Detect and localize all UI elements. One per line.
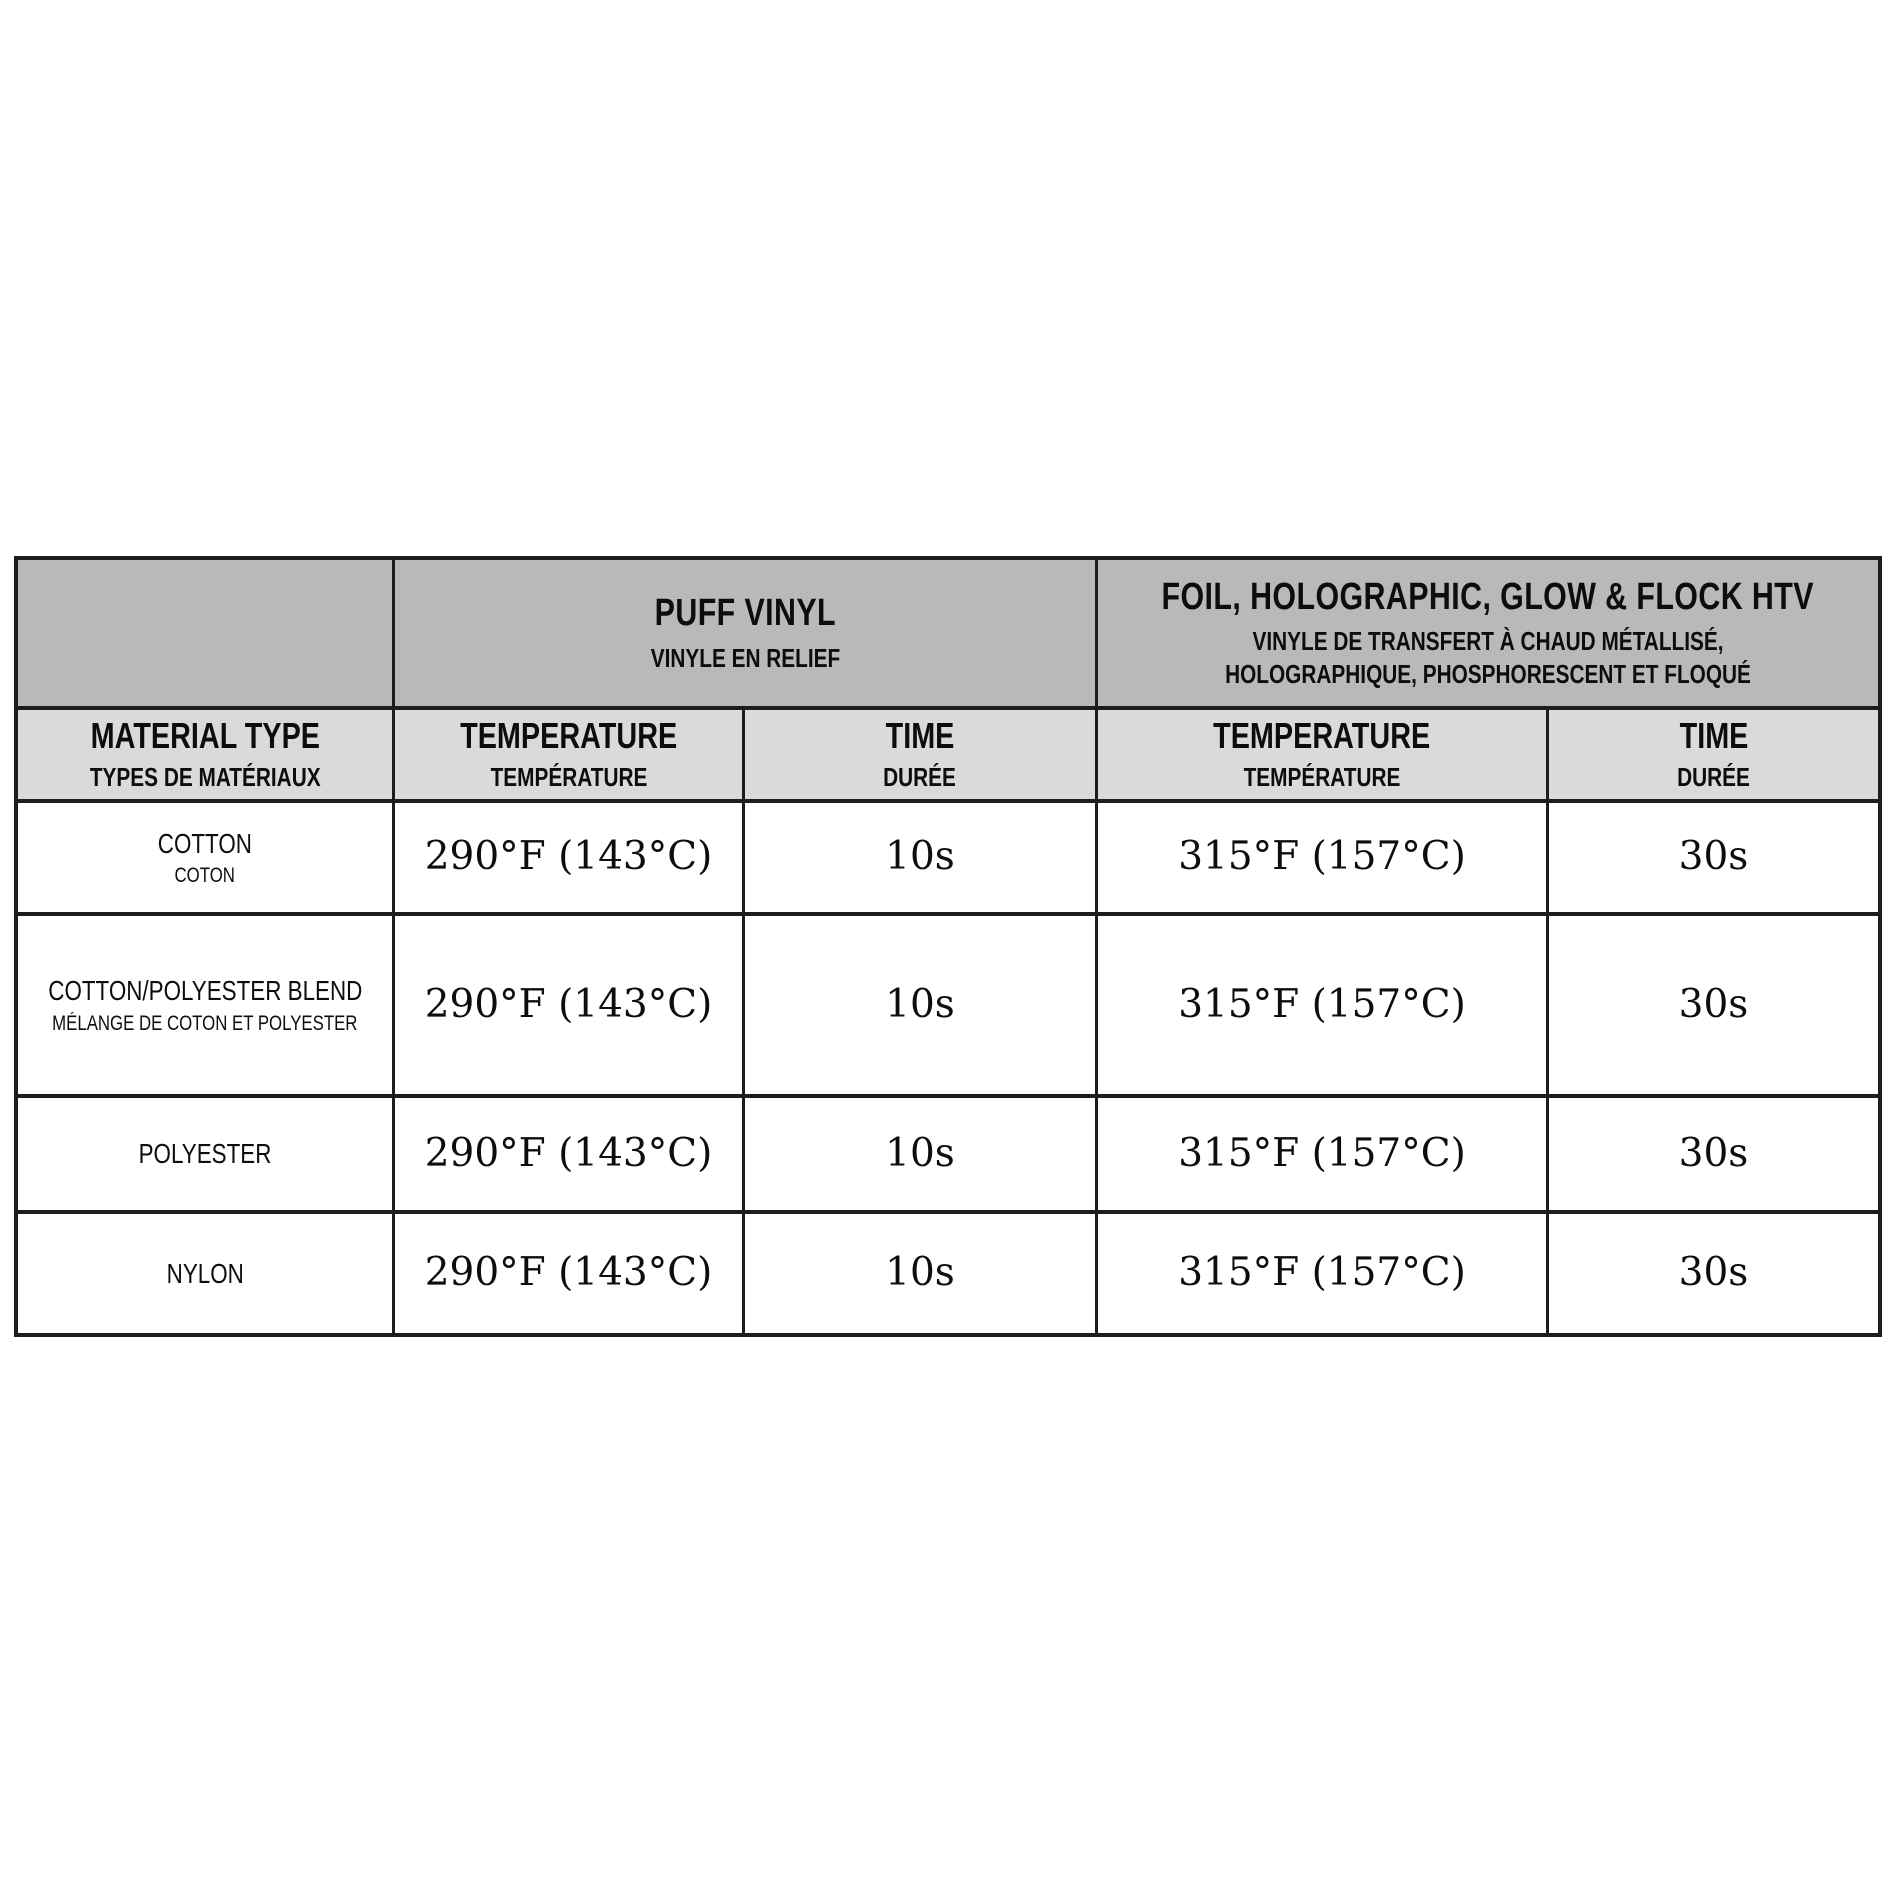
row-polyester-puff-time (745, 1098, 1098, 1214)
foil-temperature-label-en: TEMPERATURE (1213, 714, 1431, 756)
group-header-spacer (18, 560, 395, 710)
row-cotton-polyester-foil-temperature (1098, 916, 1549, 1098)
row-cotton-polyester-material (18, 916, 395, 1098)
time-value: 30s (1678, 834, 1749, 880)
temperature-value: 315°F (157°C) (1178, 1250, 1466, 1296)
puff-vinyl-subtitle-fr: VINYLE EN RELIEF (650, 642, 840, 673)
temperature-value: 290°F (143°C) (424, 981, 713, 1027)
material-type-label-en: MATERIAL TYPE (90, 714, 320, 756)
group-header-foil-holographic (1098, 560, 1878, 710)
row-polyester-puff-temperature (395, 1098, 745, 1214)
htv-settings-table (14, 556, 1882, 1337)
row-cotton-foil-temperature (1098, 803, 1549, 916)
row-nylon-puff-time (745, 1214, 1098, 1333)
row-cotton-material (18, 803, 395, 916)
temperature-value: 290°F (143°C) (424, 1130, 713, 1176)
material-name-en: POLYESTER (138, 1138, 272, 1170)
puff-vinyl-title: PUFF VINYL (654, 591, 836, 634)
material-name-en: COTTON/POLYESTER BLEND (47, 975, 363, 1007)
time-value: 10s (885, 1130, 955, 1176)
material-name-en: NYLON (166, 1257, 244, 1289)
column-header-foil-time (1549, 710, 1878, 803)
time-value: 10s (885, 981, 955, 1027)
row-polyester-material (18, 1098, 395, 1214)
puff-time-label-en: TIME (885, 714, 955, 756)
row-nylon-foil-temperature (1098, 1214, 1549, 1333)
column-header-puff-temperature (395, 710, 745, 803)
row-cotton-puff-time (745, 803, 1098, 916)
row-cotton-polyester-puff-time (745, 916, 1098, 1098)
temperature-value: 315°F (157°C) (1178, 834, 1466, 880)
temperature-value: 290°F (143°C) (424, 1250, 713, 1296)
row-polyester-foil-temperature (1098, 1098, 1549, 1214)
column-header-puff-time (745, 710, 1098, 803)
column-header-foil-temperature (1098, 710, 1549, 803)
temperature-value: 290°F (143°C) (424, 834, 713, 880)
time-value: 10s (885, 1250, 955, 1296)
row-cotton-foil-time (1549, 803, 1878, 916)
material-name-en: COTTON (157, 827, 253, 859)
material-type-label-fr: TYPES DE MATÉRIAUX (89, 762, 321, 793)
foil-time-label-fr: DURÉE (1677, 762, 1750, 793)
row-cotton-polyester-puff-temperature (395, 916, 745, 1098)
row-polyester-foil-time (1549, 1098, 1878, 1214)
time-value: 30s (1678, 1250, 1749, 1296)
foil-time-label-en: TIME (1679, 714, 1748, 756)
temperature-value: 315°F (157°C) (1178, 1130, 1466, 1176)
time-value: 30s (1678, 1130, 1749, 1176)
row-nylon-puff-temperature (395, 1214, 745, 1333)
row-cotton-puff-temperature (395, 803, 745, 916)
time-value: 30s (1678, 981, 1749, 1027)
row-nylon-foil-time (1549, 1214, 1878, 1333)
material-name-fr: COTON (174, 864, 236, 888)
time-value: 10s (885, 834, 955, 880)
puff-temperature-label-en: TEMPERATURE (459, 714, 678, 756)
group-header-puff-vinyl (395, 560, 1098, 710)
temperature-value: 315°F (157°C) (1178, 981, 1466, 1027)
row-cotton-polyester-foil-time (1549, 916, 1878, 1098)
foil-temperature-label-fr: TEMPÉRATURE (1243, 762, 1401, 793)
column-header-material-type (18, 710, 395, 803)
row-nylon-material (18, 1214, 395, 1333)
foil-subtitle-fr: VINYLE DE TRANSFERT À CHAUD MÉTALLISÉ, HOLOGRAPHIQUE, PHOSPHORESCENT ET FLOQUÉ (1225, 626, 1751, 689)
puff-temperature-label-fr: TEMPÉRATURE (490, 762, 647, 793)
material-name-fr: MÉLANGE DE COTON ET POLYESTER (52, 1011, 358, 1035)
puff-time-label-fr: DURÉE (883, 762, 957, 793)
foil-title: FOIL, HOLOGRAPHIC, GLOW & FLOCK HTV (1161, 575, 1815, 618)
